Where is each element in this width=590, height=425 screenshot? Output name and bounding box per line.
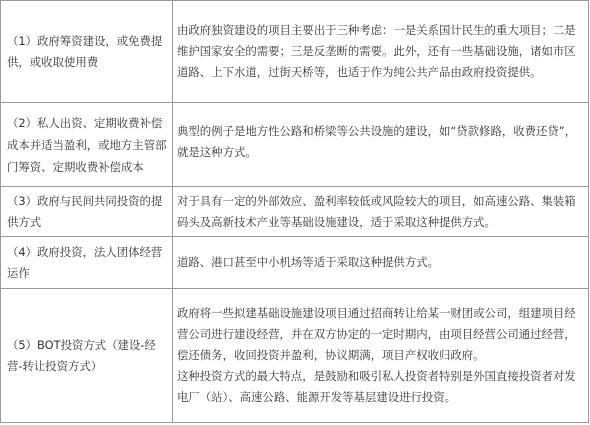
table-row [1, 103, 589, 187]
description-text: 由政府独资建设的项目主要出于三种考虑：一是关系国计民生的重大项目；二是维护国家安全的需要；三是反垄断的需要。此外，还有一些基础设施，诸如市区道路、上下水道，过街天桥等，也适于作为纯公共产品由政府投资提供。 [177, 23, 576, 79]
description-cell [173, 187, 589, 237]
description-text: 政府将一些拟建基础设施建设项目通过招商转让给某一财团或公司，组建项目经营公司进行建设经营，并在双方协定的一定时期内，由项目经营公司通过经营，偿还债务，收回投资并盈利，协议期满，项目产权收归政府。 [177, 306, 576, 362]
method-cell: （1）政府筹资建设，或免费提供，或收取使用费 [1, 1, 173, 103]
table-row [1, 237, 589, 289]
description-text: 这种投资方式的最大特点，是鼓励和吸引私人投资者特别是外国直接投资者对发电厂（站）、高速公路、能源开发等基层建设进行投资。 [177, 369, 576, 404]
description-cell [173, 103, 589, 187]
method-cell: （4）政府投资，法人团体经营运作 [1, 237, 173, 289]
description-cell [173, 1, 589, 103]
table-row [1, 187, 589, 237]
description-text: 对于具有一定的外部效应、盈利率较低或风险较大的项目，如高速公路、集装箱码头及高新技术产业等基础设施建设，适于采取这种提供方式。 [177, 193, 576, 229]
table-row [1, 289, 589, 423]
method-cell: （5）BOT投资方式（建设-经营-转让投资方式） [1, 289, 173, 423]
method-cell: （2）私人出资、定期收费补偿成本并适当盈利，或地方主管部门筹资、定期收费补偿成本 [1, 103, 173, 187]
description-text: 典型的例子是地方性公路和桥梁等公共设施的建设，如“贷款修路，收费还贷”，就是这种方式。 [177, 124, 577, 159]
description-text: 道路、港口甚至中小机场等适于采取这种提供方式。 [177, 255, 439, 269]
description-cell [173, 289, 589, 423]
table-row [1, 1, 589, 103]
method-cell: （3）政府与民间共同投资的提供方式 [1, 187, 173, 237]
description-cell [173, 237, 589, 289]
